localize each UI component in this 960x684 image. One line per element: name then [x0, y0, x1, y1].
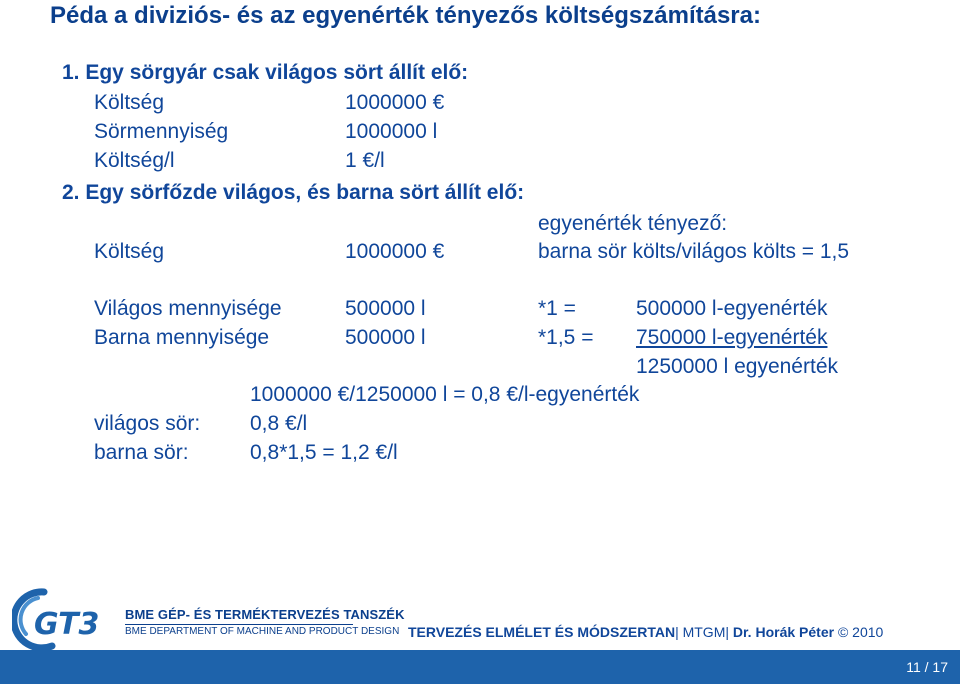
factor-header: egyenérték tényező: — [538, 212, 728, 235]
quantity-value: 1000000 l — [345, 120, 438, 143]
section1-heading: 1. Egy sörgyár csak világos sört állít elő: — [62, 61, 469, 84]
light-price-label: világos sör: — [94, 412, 201, 435]
department-divider — [125, 624, 353, 625]
dark-price-label: barna sör: — [94, 441, 189, 464]
gt3-logo — [12, 586, 117, 650]
light-price: 0,8 €/l — [250, 412, 308, 435]
section2-heading: 2. Egy sörfőzde világos, és barna sört állít elő: — [62, 181, 525, 204]
separator: | — [725, 624, 729, 640]
author-name: Dr. Horák Péter — [732, 624, 835, 640]
cost-label: Költség — [94, 91, 165, 114]
dark-factor: *1,5 = — [538, 326, 594, 349]
dark-label: Barna mennyisége — [94, 326, 270, 349]
footer-course-line — [408, 624, 883, 640]
dark-equiv: 750000 l-egyenérték — [636, 326, 828, 349]
dark-price: 0,8*1,5 = 1,2 €/l — [250, 441, 398, 464]
mtgm-label: MTGM — [682, 624, 726, 640]
cost-per-liter-value: 1 €/l — [345, 149, 385, 172]
light-value: 500000 l — [345, 297, 426, 320]
department-hu: BME GÉP- ÉS TERMÉKTERVEZÉS TANSZÉK — [125, 607, 405, 622]
light-equiv: 500000 l-egyenérték — [636, 297, 828, 320]
unit-calc: 1000000 €/1250000 l = 0,8 €/l-egyenérték — [250, 383, 640, 406]
slide-title: Péda a diviziós- és az egyenérték tényezős költségszámításra: — [50, 2, 761, 29]
cost2-label: Költség — [94, 240, 165, 263]
light-label: Világos mennyisége — [94, 297, 282, 320]
course-name: TERVEZÉS ELMÉLET ÉS MÓDSZERTAN — [408, 624, 676, 640]
separator: | — [675, 624, 679, 640]
copyright: © 2010 — [837, 624, 884, 640]
factor-text: barna sör költs/világos költs = 1,5 — [538, 240, 850, 263]
cost-per-liter-label: Költség/l — [94, 149, 175, 172]
cost2-value: 1000000 € — [345, 240, 445, 263]
department-en: BME DEPARTMENT OF MACHINE AND PRODUCT DESIGN — [125, 626, 400, 637]
dark-value: 500000 l — [345, 326, 426, 349]
logo-text: GT3 — [34, 607, 100, 642]
quantity-label: Sörmennyiség — [94, 120, 229, 143]
light-factor: *1 = — [538, 297, 576, 320]
footer-bar — [0, 650, 960, 684]
total-equiv: 1250000 l egyenérték — [636, 355, 838, 378]
page-number: 11 / 17 — [906, 659, 948, 675]
cost-value: 1000000 € — [345, 91, 445, 114]
